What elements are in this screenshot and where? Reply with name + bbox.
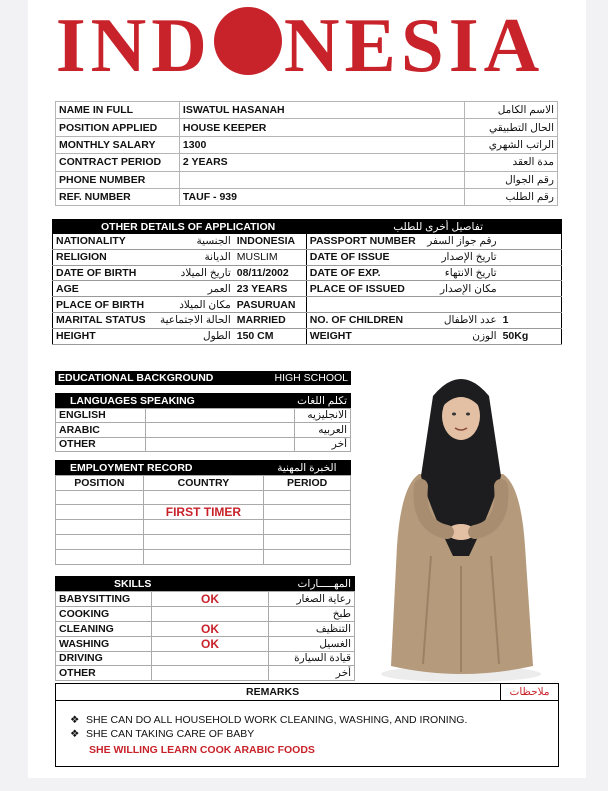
field-value: PASURUAN [234,297,307,313]
field-label: WEIGHT [306,328,418,344]
field-label: PLACE OF ISSUED [306,281,418,297]
language-value [145,408,294,423]
section-header [56,577,355,592]
field-value [500,265,562,281]
field-label-arabic: مكان الميلاد [152,297,234,313]
section-title-arabic: الخبرة المهنية [277,461,337,474]
table-cell [56,520,144,535]
section-title: SKILLS [114,577,152,590]
table-row [53,312,562,328]
skill-value: OK [151,636,268,651]
skill-label: CLEANING [56,621,152,636]
field-value [179,171,464,188]
skill-label: DRIVING [56,651,152,666]
education-value: HIGH SCHOOL [274,372,348,384]
skill-label: WASHING [56,636,152,651]
field-label-arabic: مكان الإصدار [419,281,500,297]
bullet-icon: ❖ [70,728,80,740]
other-details-table [52,219,562,345]
table-cell [264,520,351,535]
column-header: COUNTRY [143,475,264,490]
field-value [500,234,562,250]
table-cell [56,549,144,564]
field-value [500,249,562,265]
table-row [53,297,562,313]
skill-label-arabic: أخر [269,666,355,681]
skill-label-arabic: الغسيل [269,636,355,651]
table-row [56,591,355,606]
skill-label: OTHER [56,666,152,681]
field-label [306,297,418,313]
field-value: TAUF - 939 [179,188,464,205]
skills-table [55,576,355,681]
section-header [56,394,351,409]
field-label-arabic: الجنسية [152,234,234,250]
skill-value [151,651,268,666]
bullet-icon: ❖ [70,714,80,726]
skill-label-arabic: التنظيف [269,621,355,636]
table-row [56,136,558,153]
field-label-arabic: رقم الطلب [465,188,558,205]
skill-value: OK [151,591,268,606]
education-label: EDUCATIONAL BACKGROUND [58,372,214,384]
field-value: 23 YEARS [234,281,307,297]
personal-info-table [55,101,558,206]
table-row [56,621,355,636]
table-cell [264,490,351,505]
field-value: INDONESIA [234,234,307,250]
skill-label: COOKING [56,606,152,621]
field-value [500,281,562,297]
remark-text: SHE CAN TAKING CARE OF BABY [86,728,255,740]
table-row [56,423,351,438]
table-row [56,171,558,188]
table-cell [264,505,351,520]
field-value: 08/11/2002 [234,265,307,281]
table-cell [56,490,144,505]
skill-label: BABYSITTING [56,591,152,606]
employment-table [55,460,351,565]
skill-value: OK [151,621,268,636]
field-label: DATE OF BIRTH [53,265,152,281]
table-cell [56,535,144,550]
remark-item [70,714,467,726]
field-label-arabic: الحال التطبيقي [465,119,558,136]
field-label: NAME IN FULL [56,102,180,119]
table-row [56,651,355,666]
field-label-arabic: عدد الاطفال [419,312,500,328]
field-label: MARITAL STATUS [53,312,152,328]
table-cell [143,520,264,535]
field-value: 1 [500,312,562,328]
field-label-arabic: العمر [152,281,234,297]
column-header: PERIOD [264,475,351,490]
table-row [53,281,562,297]
table-row [53,249,562,265]
section-title: OTHER DETAILS OF APPLICATION [101,220,276,233]
field-value: 1300 [179,136,464,153]
field-value: ISWATUL HASANAH [179,102,464,119]
field-label: HEIGHT [53,328,152,344]
table-row [56,535,351,550]
language-value [145,423,294,438]
table-row [56,408,351,423]
field-value: 150 CM [234,328,307,344]
table-row [53,328,562,344]
field-label: POSITION APPLIED [56,119,180,136]
section-header [56,461,351,476]
remarks-section [55,683,559,767]
field-label-arabic: الديانة [152,249,234,265]
languages-table [55,393,351,452]
section-title: EMPLOYMENT RECORD [70,461,193,474]
field-label-arabic: مدة العقد [465,154,558,171]
skill-label-arabic: طبخ [269,606,355,621]
table-row [56,102,558,119]
field-value: HOUSE KEEPER [179,119,464,136]
candidate-photo-illustration [361,356,560,686]
field-label-arabic [419,297,500,313]
field-label-arabic: رقم جواز السفر [419,234,500,250]
remark-highlight: SHE WILLING LEARN COOK ARABIC FOODS [89,744,315,756]
language-label-arabic: الانجليزيه [294,408,350,423]
table-row [56,520,351,535]
table-row [56,154,558,171]
table-row [56,188,558,205]
table-row [56,636,355,651]
field-value: MUSLIM [234,249,307,265]
field-label-arabic: الوزن [419,328,500,344]
title-part-1: IND [55,2,212,88]
field-value [500,297,562,313]
table-row [56,505,351,520]
candidate-photo [361,356,560,686]
table-row [56,606,355,621]
field-label: AGE [53,281,152,297]
table-cell [56,505,144,520]
section-title-arabic: تفاصيل أخرى للطلب [393,220,483,233]
section-title-arabic: المهـــــارات [297,577,351,590]
employment-note: FIRST TIMER [143,505,264,520]
table-row [53,234,562,250]
language-label-arabic: العربيه [294,423,350,438]
flag-dot-o [214,7,282,75]
field-label: MONTHLY SALARY [56,136,180,153]
skill-label-arabic: قيادة السيارة [269,651,355,666]
table-row [56,549,351,564]
remark-text: SHE CAN DO ALL HOUSEHOLD WORK CLEANING, WASHING, AND IRONING. [86,714,468,726]
table-cell [143,535,264,550]
skill-label-arabic: رعاية الصغار [269,591,355,606]
language-label: OTHER [56,437,146,452]
field-label: RELIGION [53,249,152,265]
field-label: NO. OF CHILDREN [306,312,418,328]
page-title [40,2,560,88]
field-label-arabic: الطول [152,328,234,344]
field-label: CONTRACT PERIOD [56,154,180,171]
language-label-arabic: أخر [294,437,350,452]
field-label-arabic: الراتب الشهري [465,136,558,153]
field-value: 50Kg [500,328,562,344]
table-row [56,490,351,505]
remark-item [70,728,254,740]
field-label-arabic: الاسم الكامل [465,102,558,119]
table-cell [264,535,351,550]
field-label-arabic: رقم الجوال [465,171,558,188]
field-label: PLACE OF BIRTH [53,297,152,313]
table-header-row [56,475,351,490]
column-header: POSITION [56,475,144,490]
table-cell [264,549,351,564]
table-cell [143,549,264,564]
field-label: DATE OF ISSUE [306,249,418,265]
table-row [53,265,562,281]
remarks-header [56,684,558,701]
field-label-arabic: تاريخ الانتهاء [419,265,500,281]
section-title: LANGUAGES SPEAKING [70,394,195,407]
remarks-label-arabic: ملاحظات [500,684,558,700]
field-label-arabic: الحالة الاجتماعية [152,312,234,328]
field-value: MARRIED [234,312,307,328]
table-row [56,666,355,681]
field-value: 2 YEARS [179,154,464,171]
language-label: ARABIC [56,423,146,438]
skill-value [151,666,268,681]
language-label: ENGLISH [56,408,146,423]
field-label-arabic: تاريخ الميلاد [152,265,234,281]
field-label: PHONE NUMBER [56,171,180,188]
table-row [56,437,351,452]
table-row [56,119,558,136]
skill-value [151,606,268,621]
language-value [145,437,294,452]
field-label: DATE OF EXP. [306,265,418,281]
title-part-2: NESIA [283,2,545,88]
education-bar [55,371,351,385]
field-label: PASSPORT NUMBER [306,234,418,250]
section-header [53,220,562,234]
field-label: NATIONALITY [53,234,152,250]
section-title-arabic: تكلم اللغات [297,394,347,407]
remarks-label: REMARKS [246,686,300,698]
field-label: REF. NUMBER [56,188,180,205]
field-label-arabic: تاريخ الإصدار [419,249,500,265]
table-cell [143,490,264,505]
